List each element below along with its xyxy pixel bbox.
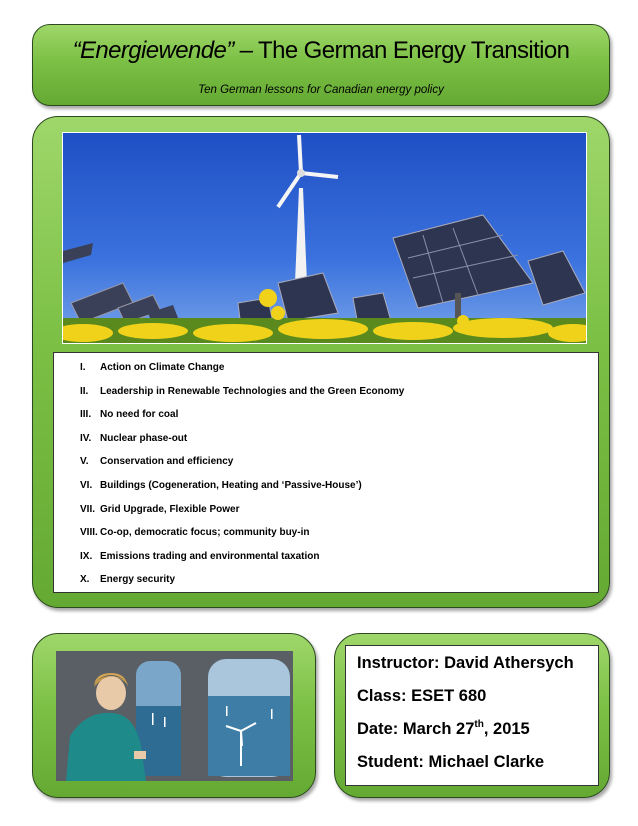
instructor-line: Instructor: David Athersych bbox=[357, 654, 574, 672]
date-prefix: Date: March 27 bbox=[357, 720, 475, 738]
date-suffix-sup: th bbox=[474, 718, 484, 730]
lesson-item bbox=[80, 386, 404, 397]
title-rest: – The German Energy Transition bbox=[233, 37, 570, 64]
lesson-number: IX. bbox=[80, 550, 93, 562]
lesson-item bbox=[80, 433, 187, 444]
lesson-number: VIII. bbox=[80, 527, 98, 539]
lesson-text: Buildings (Cogeneration, Heating and ‘Passive-House’) bbox=[100, 480, 362, 491]
header-panel bbox=[32, 24, 610, 106]
helicopter-window-photo bbox=[56, 651, 293, 781]
lesson-item bbox=[80, 409, 178, 420]
lesson-item bbox=[80, 574, 175, 585]
title-energiewende: “Energiewende” bbox=[72, 37, 234, 64]
lesson-number: VII. bbox=[80, 503, 96, 515]
lesson-text: Emissions trading and environmental taxation bbox=[100, 550, 320, 562]
lesson-text: Leadership in Renewable Technologies and the Green Economy bbox=[100, 385, 405, 397]
lesson-number: VI. bbox=[80, 480, 93, 491]
lesson-text: Energy security bbox=[100, 574, 176, 586]
lesson-number: III. bbox=[80, 409, 92, 421]
lesson-number: II. bbox=[80, 385, 89, 397]
lesson-number: I. bbox=[80, 362, 86, 373]
class-line: Class: ESET 680 bbox=[357, 687, 487, 705]
lesson-number: IV. bbox=[80, 432, 92, 444]
lessons-list bbox=[53, 352, 599, 593]
lesson-text: Grid Upgrade, Flexible Power bbox=[100, 503, 240, 515]
page-subtitle: Ten German lessons for Canadian energy policy bbox=[198, 84, 444, 96]
lesson-number: X. bbox=[80, 574, 90, 586]
page-title bbox=[33, 37, 609, 65]
lesson-text: Nuclear phase-out bbox=[100, 432, 188, 444]
student-line: Student: Michael Clarke bbox=[357, 753, 545, 771]
lesson-text: Conservation and efficiency bbox=[100, 456, 234, 468]
lesson-item bbox=[80, 551, 320, 562]
lesson-number: V. bbox=[80, 456, 89, 468]
lesson-item bbox=[80, 480, 362, 491]
hero-image-wind-solar bbox=[62, 132, 587, 344]
lesson-item bbox=[80, 362, 224, 373]
lesson-item bbox=[80, 456, 233, 467]
course-info-box bbox=[345, 645, 599, 786]
date-year: , 2015 bbox=[483, 720, 530, 738]
lesson-item bbox=[80, 527, 309, 538]
lesson-text: Co-op, democratic focus; community buy-in bbox=[100, 527, 310, 539]
date-line bbox=[357, 720, 530, 739]
lesson-text: Action on Climate Change bbox=[100, 362, 225, 373]
lesson-text: No need for coal bbox=[100, 409, 179, 421]
lesson-item bbox=[80, 504, 239, 515]
